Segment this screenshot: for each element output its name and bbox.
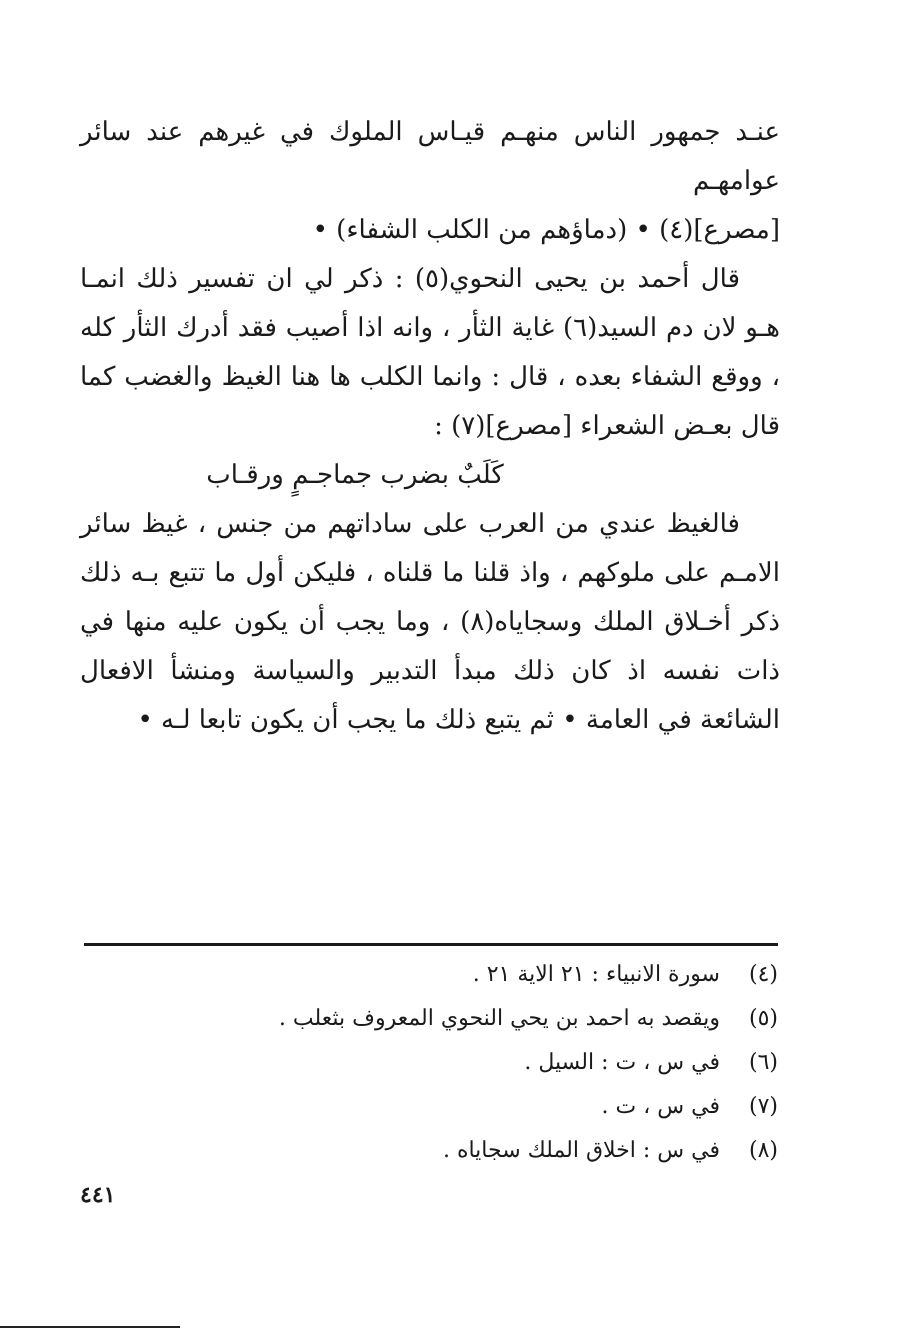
footnote-number: (٨)	[748, 1138, 778, 1163]
footnote-item	[84, 962, 778, 1006]
footnote-text: في س ، ت .	[601, 1094, 720, 1119]
footnote-item	[84, 1006, 778, 1050]
footnote-item	[84, 1050, 778, 1094]
footnotes	[84, 962, 778, 1182]
footnote-number: (٤)	[748, 962, 778, 987]
paragraph-1-line-1: عنـد جمهور الناس منهـم قيـاس الملوك في غيرهم عند سائر عوامهـم	[80, 117, 780, 196]
paragraph-1-line-2: [مصرع](٤) • (دماؤهم من الكلب الشفاء) •	[312, 215, 780, 245]
scan-edge-line	[0, 1326, 180, 1328]
footnote-item	[84, 1094, 778, 1138]
footnote-text: ويقصد به احمد بن يحي النحوي المعروف بثعلب .	[278, 1006, 720, 1031]
footnote-text: سورة الانبياء : ٢١ الاية ٢١ .	[472, 962, 720, 987]
footnote-text: في س ، ت : السيل .	[524, 1050, 720, 1075]
footnote-number: (٦)	[748, 1050, 778, 1075]
footnote-separator	[84, 943, 778, 946]
footnote-text: في س : اخلاق الملك سجاياه .	[442, 1138, 720, 1163]
footnote-number: (٧)	[748, 1094, 778, 1119]
paragraph-2: قال أحمد بن يحيى النحوي(٥) : ذكر لي ان تفسير ذلك انمـا هـو لان دم السيد(٦) غاية الثأر ، وانه اذا أصيب فقد أدرك الثأر كله ، ووقع الشفاء بعده ، قال : وانما الكلب ها هنا الغيظ والغضب كما قال بعـض الشعراء [مصرع](٧) :	[80, 264, 780, 441]
footnote-item	[84, 1138, 778, 1182]
paragraph-3: فالغيظ عندي من العرب على ساداتهم من جنس ، غيظ سائر الامـم على ملوكهم ، واذ قلنا ما قلناه ، فليكن أول ما تتبع بـه ذلك ذكر أخـلاق الملك وسجاياه(٨) ، وما يجب أن يكون عليه منها في ذات نفسه اذ كان ذلك مبدأ التدبير والسياسة ومنشأ الافعال الشائعة في العامة • ثم يتبع ذلك ما يجب أن يكون تابعا لـه •	[80, 509, 780, 735]
main-text	[80, 108, 780, 745]
verse-line: كَلَبٌ بضرب جماجـمٍ ورقـاب	[206, 460, 504, 490]
page-number: ٤٤١	[80, 1182, 116, 1208]
footnote-number: (٥)	[748, 1006, 778, 1031]
